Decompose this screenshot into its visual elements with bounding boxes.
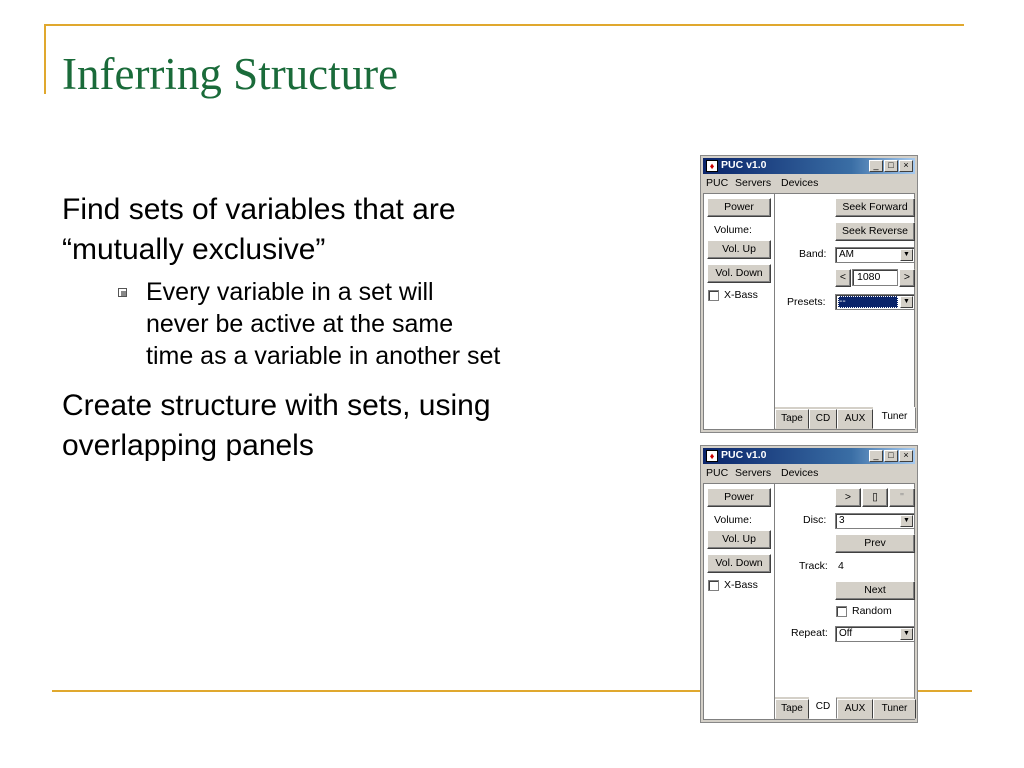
stop-button[interactable]: " — [889, 488, 915, 507]
repeat-select[interactable] — [835, 626, 915, 642]
window-titlebar[interactable] — [703, 448, 915, 464]
sub-bullet-line-1: Every variable in a set will — [146, 278, 434, 306]
menu-devices[interactable]: Devices — [781, 177, 819, 189]
minimize-icon[interactable]: _ — [869, 450, 883, 462]
window-client — [703, 483, 915, 720]
xbass-label: X-Bass — [724, 289, 758, 301]
dropdown-arrow-icon[interactable]: ▼ — [900, 296, 913, 308]
close-icon[interactable]: × — [899, 450, 913, 462]
presets-select[interactable] — [835, 294, 915, 310]
sub-bullet-line-3: time as a variable in another set — [146, 342, 501, 370]
menu-devices[interactable]: Devices — [781, 467, 819, 479]
left-panel — [704, 484, 775, 719]
bullet-list — [62, 190, 622, 476]
tab-aux[interactable]: AUX — [837, 699, 873, 719]
slide-title: Inferring Structure — [62, 49, 399, 99]
tab-tuner[interactable]: Tuner — [873, 407, 916, 429]
pause-button[interactable]: ▯ — [862, 488, 888, 507]
menu-servers[interactable]: Servers — [735, 177, 772, 189]
accent-line-vertical — [44, 24, 46, 94]
prev-button[interactable]: Prev — [835, 534, 915, 553]
app-icon: ♦ — [706, 450, 718, 462]
tab-cd[interactable]: CD — [809, 409, 837, 429]
random-checkbox[interactable] — [836, 606, 847, 617]
minimize-icon[interactable]: _ — [869, 160, 883, 172]
tuner-panel — [775, 194, 914, 429]
menubar — [703, 465, 915, 481]
window-client — [703, 193, 915, 430]
app-icon: ♦ — [706, 160, 718, 172]
tab-aux[interactable]: AUX — [837, 409, 873, 429]
xbass-checkbox[interactable] — [708, 580, 719, 591]
vol-down-button[interactable]: Vol. Down — [707, 264, 771, 283]
repeat-value: Off — [839, 628, 853, 639]
bullet-2-line-2: overlapping panels — [62, 429, 314, 462]
puc-window-tuner — [700, 155, 918, 433]
power-button[interactable]: Power — [707, 488, 771, 507]
sub-bullet-line-2: never be active at the same — [146, 310, 454, 338]
maximize-icon[interactable]: □ — [884, 450, 898, 462]
bullet-1-line-2: “mutually exclusive” — [62, 233, 326, 266]
accent-line-top — [44, 24, 964, 26]
window-titlebar[interactable] — [703, 158, 915, 174]
menubar — [703, 175, 915, 191]
puc-window-cd — [700, 445, 918, 723]
bullet-2-line-1: Create structure with sets, using — [62, 389, 491, 422]
track-value: 4 — [838, 560, 844, 572]
vol-up-button[interactable]: Vol. Up — [707, 530, 771, 549]
frequency-field[interactable]: 1080 — [852, 269, 898, 286]
bullet-1-line-1: Find sets of variables that are — [62, 193, 456, 226]
window-title: PUC v1.0 — [721, 159, 767, 171]
disc-label: Disc: — [803, 514, 827, 526]
square-bullet-icon — [118, 288, 127, 297]
dropdown-arrow-icon[interactable]: ▼ — [900, 249, 913, 261]
repeat-label: Repeat: — [791, 627, 828, 639]
xbass-checkbox[interactable] — [708, 290, 719, 301]
sub-bullet-1 — [146, 276, 606, 372]
maximize-icon[interactable]: □ — [884, 160, 898, 172]
tab-bar — [775, 407, 914, 429]
close-icon[interactable]: × — [899, 160, 913, 172]
disc-value: 3 — [839, 515, 845, 526]
left-panel — [704, 194, 775, 429]
seek-reverse-button[interactable]: Seek Reverse — [835, 222, 915, 241]
seek-forward-button[interactable]: Seek Forward — [835, 198, 915, 217]
track-label: Track: — [799, 560, 828, 572]
vol-down-button[interactable]: Vol. Down — [707, 554, 771, 573]
bullet-2 — [62, 386, 622, 466]
presets-value: -- — [838, 296, 898, 308]
dropdown-arrow-icon[interactable]: ▼ — [900, 515, 913, 527]
tab-tape[interactable]: Tape — [775, 699, 809, 719]
band-label: Band: — [799, 248, 827, 260]
tab-tape[interactable]: Tape — [775, 409, 809, 429]
band-value: AM — [839, 249, 854, 260]
play-button[interactable]: > — [835, 488, 861, 507]
bullet-1 — [62, 190, 622, 270]
dropdown-arrow-icon[interactable]: ▼ — [900, 628, 913, 640]
tab-bar — [775, 697, 914, 719]
window-title: PUC v1.0 — [721, 449, 767, 461]
vol-up-button[interactable]: Vol. Up — [707, 240, 771, 259]
cd-panel — [775, 484, 914, 719]
xbass-label: X-Bass — [724, 579, 758, 591]
disc-select[interactable] — [835, 513, 915, 529]
band-select[interactable] — [835, 247, 915, 263]
volume-label: Volume: — [714, 514, 752, 526]
freq-up-button[interactable]: > — [899, 269, 915, 287]
power-button[interactable]: Power — [707, 198, 771, 217]
presets-label: Presets: — [787, 296, 826, 308]
next-button[interactable]: Next — [835, 581, 915, 600]
tab-tuner[interactable]: Tuner — [873, 699, 916, 719]
menu-puc[interactable]: PUC — [706, 177, 729, 189]
random-label: Random — [852, 605, 892, 617]
menu-puc[interactable]: PUC — [706, 467, 729, 479]
tab-cd[interactable]: CD — [809, 697, 837, 719]
volume-label: Volume: — [714, 224, 752, 236]
menu-servers[interactable]: Servers — [735, 467, 772, 479]
freq-down-button[interactable]: < — [835, 269, 851, 287]
